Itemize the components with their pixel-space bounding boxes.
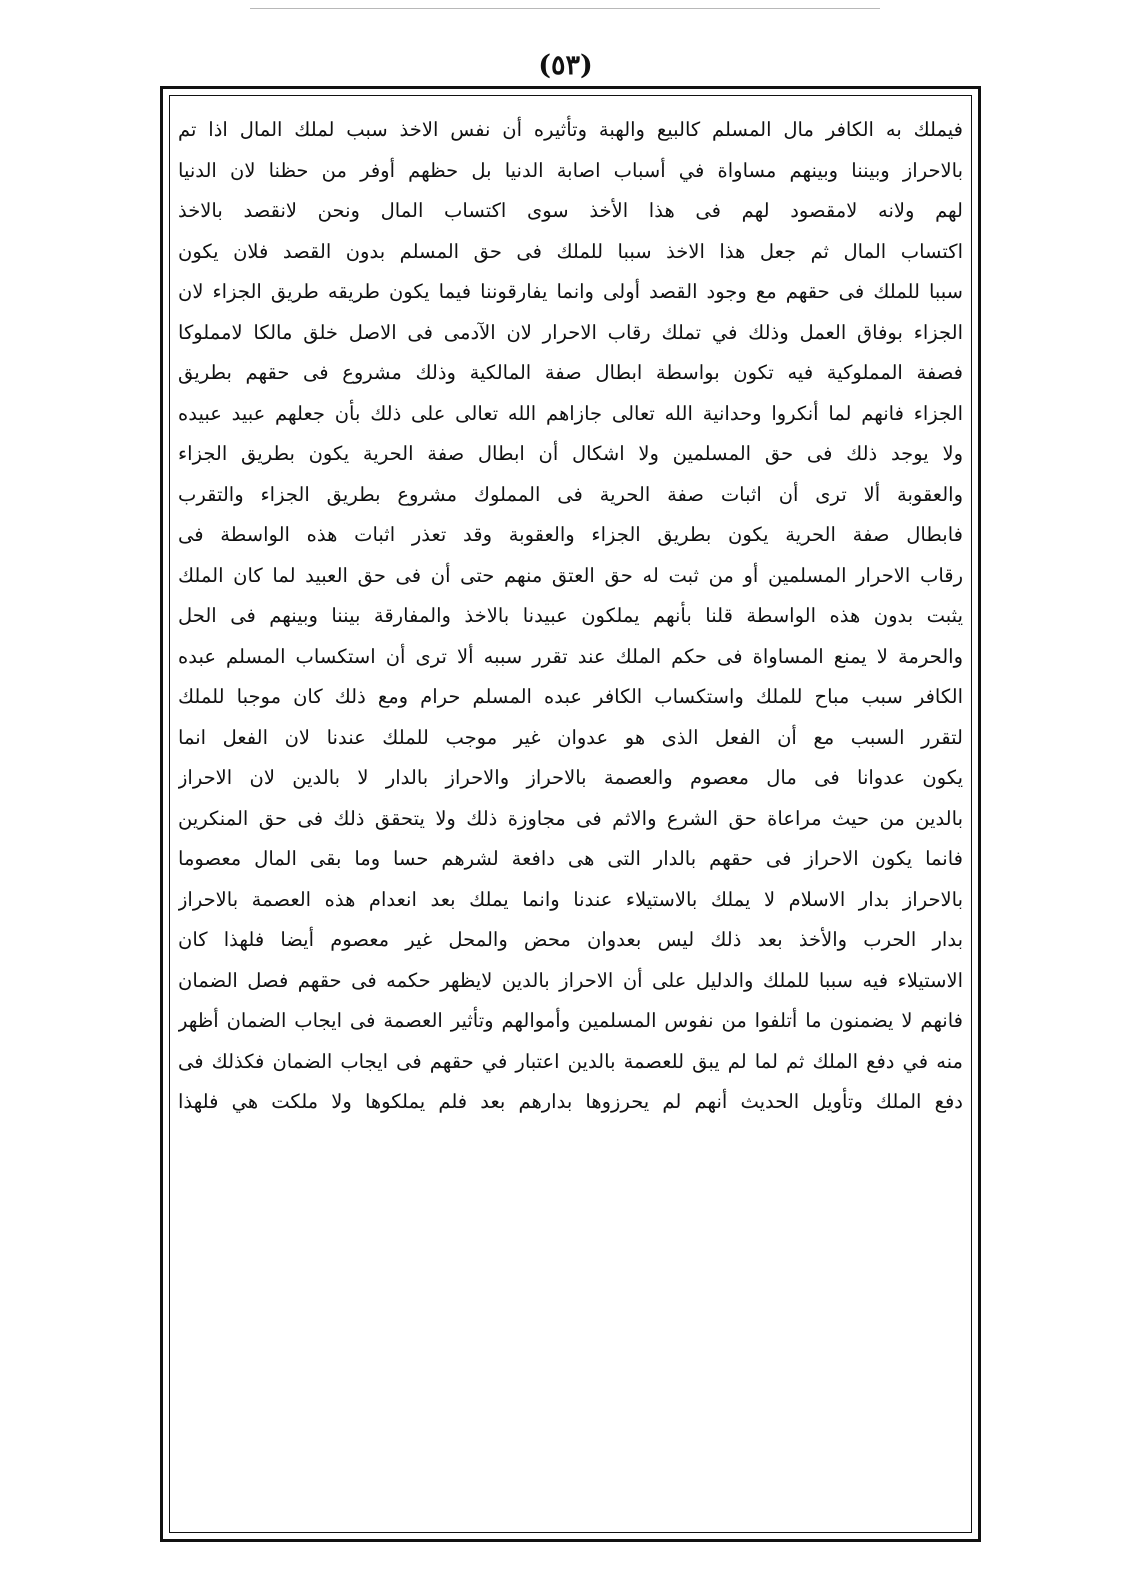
page-number: (٥٣)	[538, 50, 593, 81]
top-rule	[250, 8, 880, 9]
text-line: ولا يوجد ذلك فى حق المسلمين ولا اشكال أن ابطال صفة الحرية يكون بطريق الجزاء	[178, 442, 963, 465]
text-line: فابطال صفة الحرية يكون بطريق الجزاء والعقوبة وقد تعذر اثبات هذه الواسطة فى	[178, 523, 963, 546]
text-line: فصفة المملوكية فيه تكون بواسطة ابطال صفة المالكية وذلك مشروع فى حقهم بطريق	[178, 361, 963, 384]
text-line: الجزاء فانهم لما أنكروا وحدانية الله تعالى جازاهم الله تعالى على ذلك بأن جعلهم عبيد عبيده	[178, 401, 963, 425]
text-line: لتقرر السبب مع أن الفعل الذى هو عدوان غير موجب للملك عندنا لان الفعل انما	[178, 725, 963, 749]
text-line: سببا للملك فى حقهم مع وجود القصد أولى وانما يفارقوننا فيما يكون طريقه طريق الجزاء لان	[178, 280, 963, 303]
text-line: يثبت بدون هذه الواسطة قلنا بأنهم يملكون عبيدنا بالاخذ والمفارقة بيننا وبينهم فى الحل	[178, 604, 963, 627]
text-line: بالاحراز بدار الاسلام لا يملك بالاستيلاء عندنا وانما يملك بعد انعدام هذه العصمة بالاحراز	[178, 887, 963, 911]
text-line: بالاحراز وبيننا وبينهم مساواة في أسباب اصابة الدنيا بل حظهم أوفر من حظنا لان الدنيا	[178, 158, 963, 182]
text-line: فيملك به الكافر مال المسلم كالبيع والهبة وتأثيره أن نفس الاخذ سبب لملك المال اذا تم	[178, 118, 963, 141]
text-line: رقاب الاحرار المسلمين أو من ثبت له حق العتق منهم حتى أن فى حق العبيد لما كان الملك	[178, 563, 963, 587]
text-line: الكافر سبب مباح للملك واستكساب الكافر عبده المسلم حرام ومع ذلك كان موجبا للملك	[178, 685, 963, 708]
text-block	[178, 110, 963, 1123]
text-line: لهم ولانه لامقصود لهم فى هذا الأخذ سوى اكتساب المال ونحن لانقصد بالاخذ	[178, 199, 963, 222]
text-line: والحرمة لا يمنع المساواة فى حكم الملك عند تقرر سببه ألا ترى أن استكساب المسلم عبده	[178, 644, 963, 668]
text-line: يكون عدوانا فى مال معصوم والعصمة بالاحراز والاحراز بالدار لا بالدين لان الاحراز	[178, 766, 963, 789]
text-line: والعقوبة ألا ترى أن اثبات صفة الحرية فى المملوك مشروع بطريق الجزاء والتقرب	[178, 482, 963, 506]
text-line: منه في دفع الملك ثم لما لم يبق للعصمة بالدين اعتبار في حقهم فى ايجاب الضمان فكذلك فى	[178, 1049, 963, 1073]
text-line: بالدين من حيث مراعاة حق الشرع والاثم فى مجاوزة ذلك ولا يتحقق ذلك فى حق المنكرين	[178, 806, 963, 830]
text-line: فانهم لا يضمنون ما أتلفوا من نفوس المسلمين وأموالهم وتأثير العصمة فى ايجاب الضمان أظهر	[178, 1009, 963, 1032]
text-line: بدار الحرب والأخذ بعد ذلك ليس بعدوان محض والمحل غير معصوم أيضا فلهذا كان	[178, 928, 963, 951]
text-line: فانما يكون الاحراز فى حقهم بالدار التى هى دافعة لشرهم حسا وما بقى المال معصوما	[178, 847, 963, 870]
text-line: دفع الملك وتأويل الحديث أنهم لم يحرزوها بدارهم بعد فلم يملكوها ولا ملكت هي فلهذا	[178, 1090, 963, 1113]
text-line: الاستيلاء فيه سببا للملك والدليل على أن الاحراز بالدين لايظهر حكمه فى حقهم فصل الضمان	[178, 968, 963, 992]
text-line: الجزاء بوفاق العمل وذلك في تملك رقاب الاحرار لان الآدمى فى الاصل خلق مالكا لامملوكا	[178, 320, 963, 344]
text-line: اكتساب المال ثم جعل هذا الاخذ سببا للملك فى حق المسلم بدون القصد فلان يكون	[178, 239, 963, 263]
